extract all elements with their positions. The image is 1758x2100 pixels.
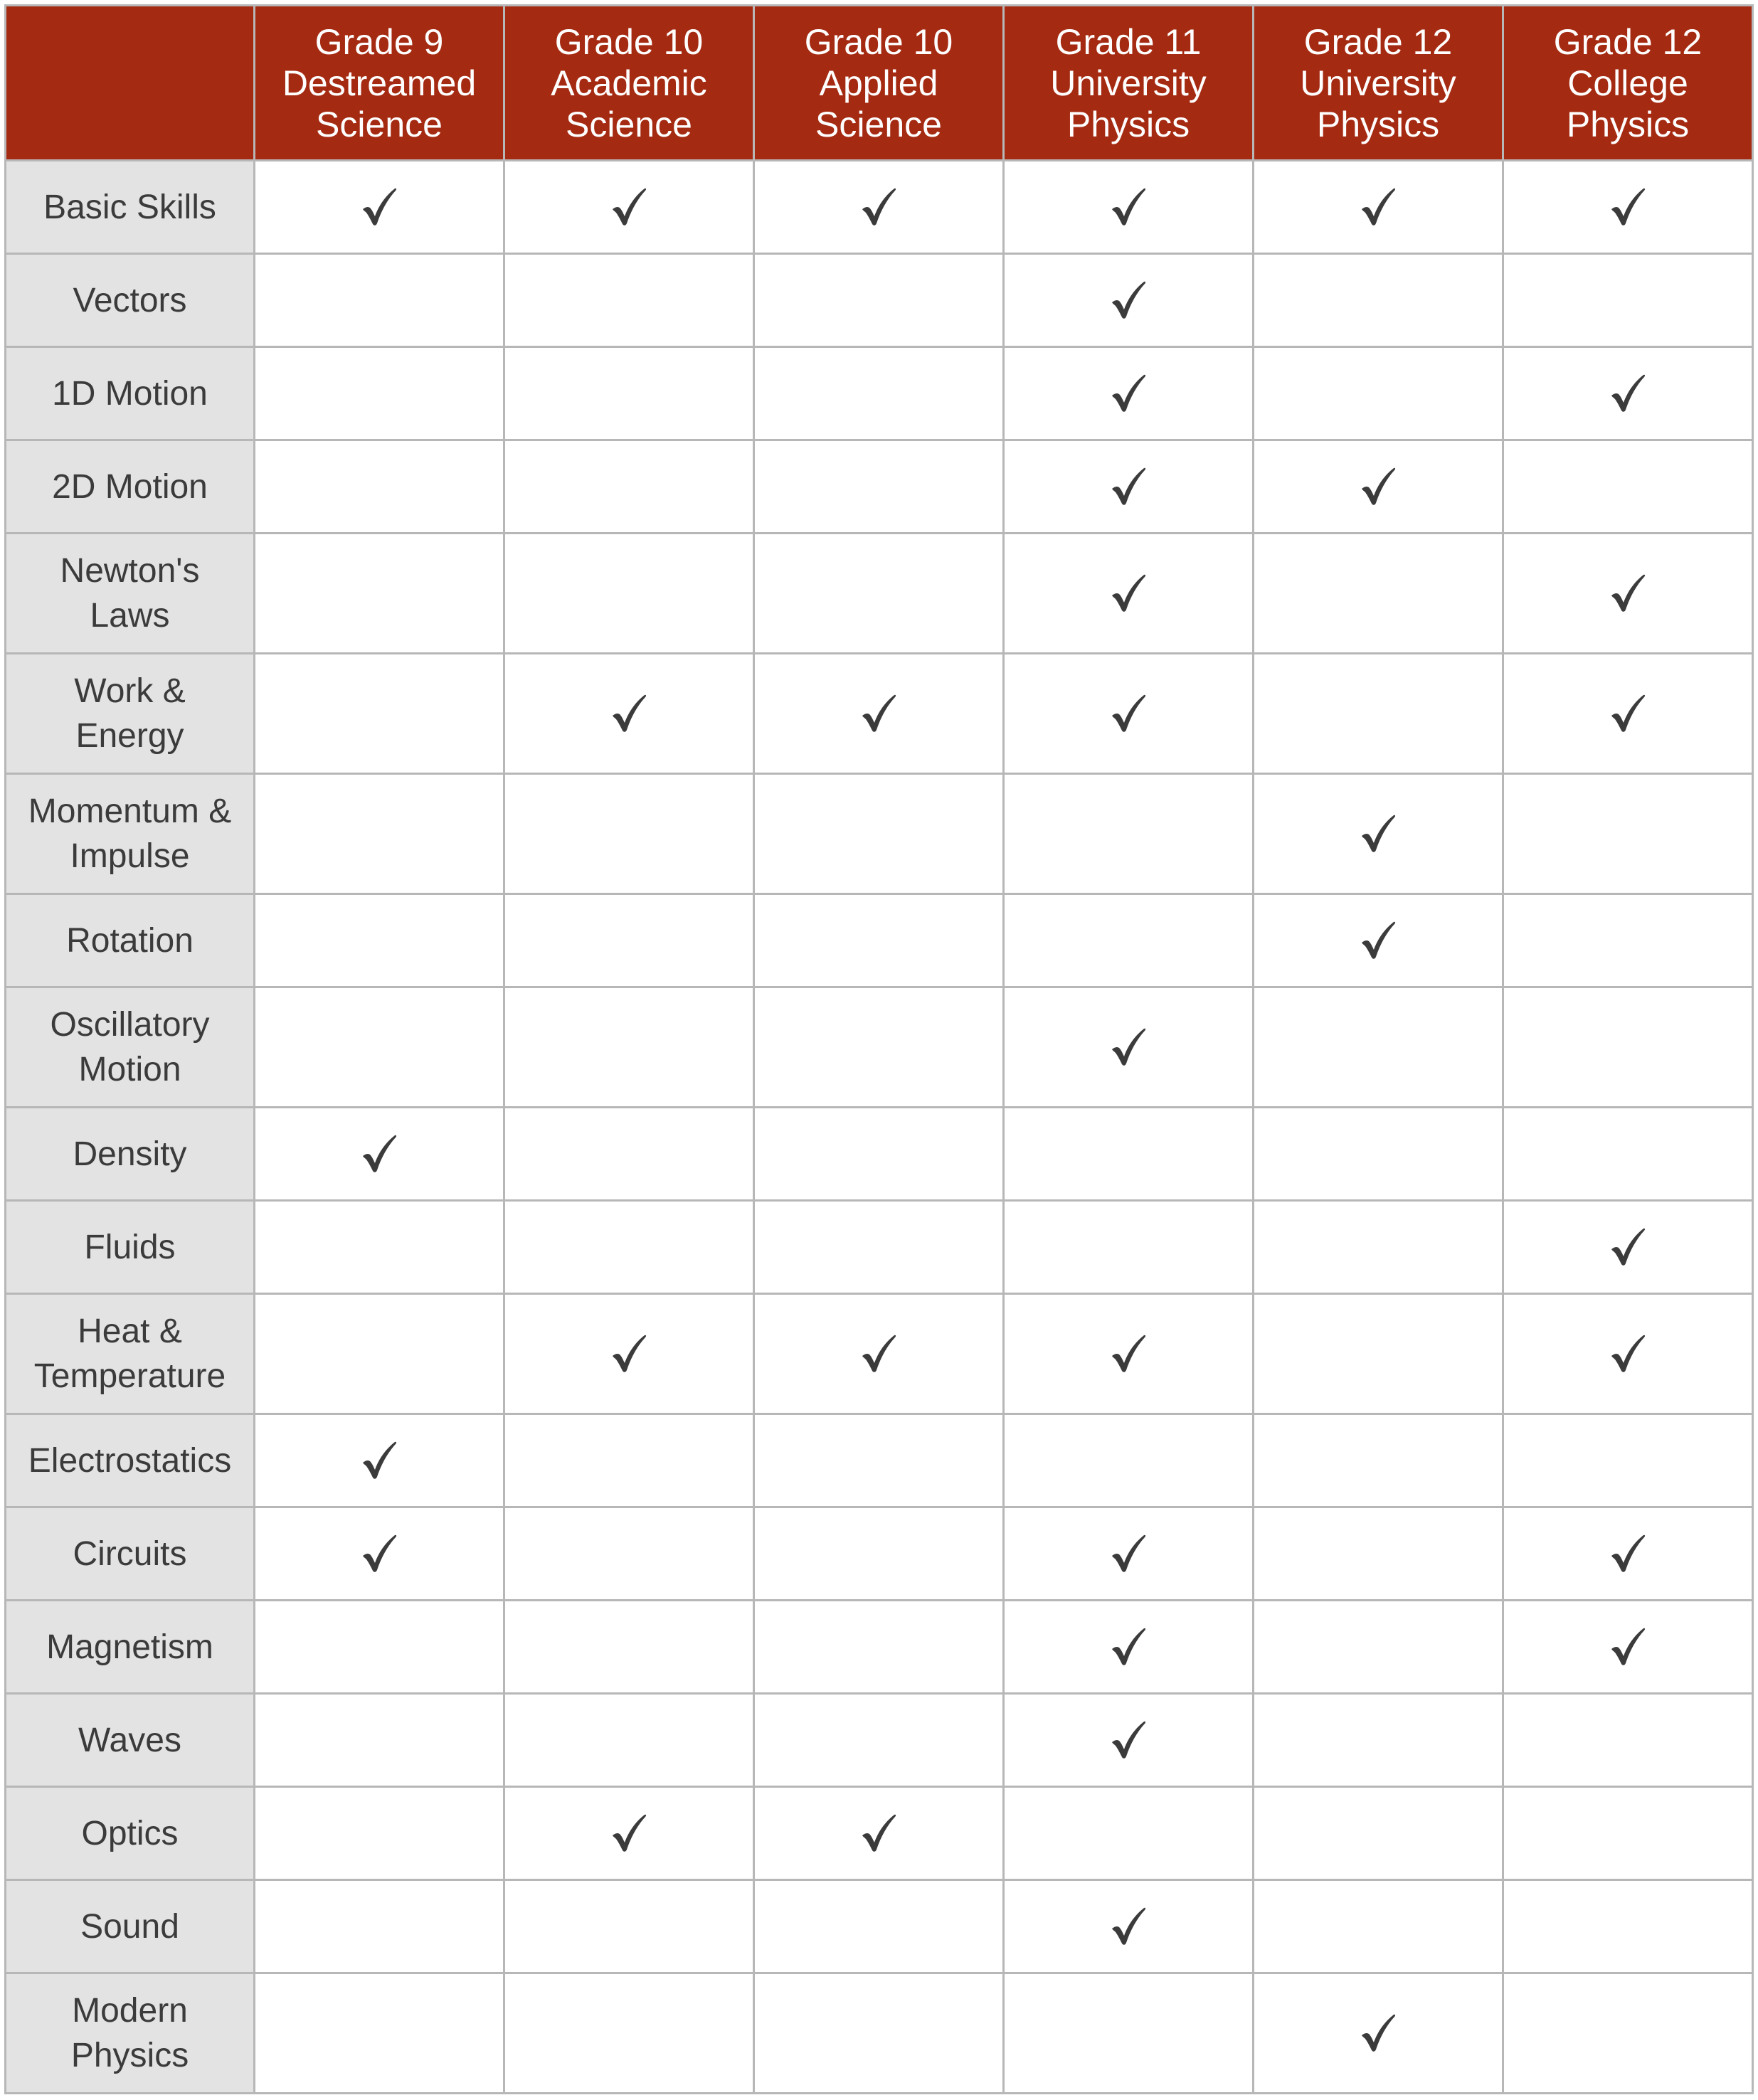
topic-label-line: Rotation: [66, 921, 194, 960]
mark-cell: [754, 534, 1004, 654]
topic-cell-density: [6, 1108, 255, 1201]
check-mark-icon: [1111, 281, 1146, 319]
check-mark-icon: [1610, 1228, 1646, 1266]
topic-cell-momentum-impulse: [6, 774, 255, 894]
topic-cell-electrostatics: [6, 1414, 255, 1507]
mark-cell: [1004, 1108, 1254, 1201]
mark-cell: [754, 347, 1004, 440]
mark-cell: [1503, 1694, 1753, 1787]
mark-cell: [1004, 654, 1254, 774]
mark-cell: [1503, 1507, 1753, 1601]
mark-cell: [1004, 254, 1254, 347]
mark-cell: [1254, 1294, 1503, 1414]
mark-cell: [1503, 1880, 1753, 1973]
check-mark-icon: [361, 1534, 397, 1573]
mark-cell: [1503, 1973, 1753, 2094]
table-row: [6, 1880, 1753, 1973]
mark-cell: [1254, 1201, 1503, 1294]
mark-cell: [1503, 440, 1753, 534]
mark-cell: [1004, 1201, 1254, 1294]
mark-cell: [504, 987, 754, 1108]
table-row: [6, 161, 1753, 254]
topic-label-line: Modern: [72, 1992, 188, 2030]
mark-cell: [504, 1414, 754, 1507]
mark-cell: [255, 1294, 504, 1414]
check-mark-icon: [1111, 1534, 1146, 1573]
mark-cell: [754, 1507, 1004, 1601]
topic-label-line: Motion: [78, 1051, 181, 1088]
course-header-line: Grade 10: [554, 21, 704, 62]
mark-cell: [1503, 1201, 1753, 1294]
mark-cell: [1254, 1108, 1503, 1201]
check-mark-icon: [1360, 921, 1396, 960]
course-header-line: Academic: [551, 63, 707, 103]
mark-cell: [1254, 440, 1503, 534]
check-mark-icon: [1610, 374, 1646, 413]
check-mark-icon: [1610, 1628, 1646, 1666]
mark-cell: [504, 1601, 754, 1694]
mark-cell: [1254, 254, 1503, 347]
mark-cell: [504, 1108, 754, 1201]
topic-label-line: Basic Skills: [43, 188, 216, 226]
mark-cell: [1503, 161, 1753, 254]
topic-label-line: Temperature: [33, 1357, 226, 1395]
check-mark-icon: [1111, 574, 1146, 612]
matrix-body: [6, 161, 1753, 2094]
table-row: [6, 1694, 1753, 1787]
course-header-line: Science: [566, 104, 692, 144]
mark-cell: [1254, 161, 1503, 254]
mark-cell: [1254, 347, 1503, 440]
mark-cell: [1004, 987, 1254, 1108]
course-header-grade-11-university-physics: [1004, 6, 1254, 161]
topic-label-line: Newton's: [60, 552, 200, 590]
mark-cell: [504, 347, 754, 440]
mark-cell: [255, 440, 504, 534]
mark-cell: [1254, 1507, 1503, 1601]
mark-cell: [1503, 254, 1753, 347]
mark-cell: [255, 534, 504, 654]
check-mark-icon: [861, 1335, 896, 1373]
mark-cell: [255, 894, 504, 987]
course-header-grade-12-college-physics: [1503, 6, 1753, 161]
topic-cell-optics: [6, 1787, 255, 1880]
mark-cell: [1503, 774, 1753, 894]
check-mark-icon: [1111, 1628, 1146, 1666]
topic-label-line: Electrostatics: [28, 1441, 232, 1480]
check-mark-icon: [1610, 574, 1646, 612]
topic-cell-sound: [6, 1880, 255, 1973]
course-header-line: Grade 10: [804, 21, 953, 62]
topic-cell-oscillatory-motion: [6, 987, 255, 1108]
mark-cell: [754, 161, 1004, 254]
table-row: [6, 254, 1753, 347]
mark-cell: [1503, 347, 1753, 440]
mark-cell: [255, 1414, 504, 1507]
table-row: [6, 1787, 1753, 1880]
check-mark-icon: [1111, 1335, 1146, 1373]
check-mark-icon: [1610, 694, 1646, 733]
check-mark-icon: [1610, 188, 1646, 226]
mark-cell: [754, 1108, 1004, 1201]
topic-label-line: Waves: [78, 1721, 181, 1759]
topic-cell-2d-motion: [6, 440, 255, 534]
mark-cell: [1004, 894, 1254, 987]
mark-cell: [1254, 1787, 1503, 1880]
mark-cell: [255, 1973, 504, 2094]
mark-cell: [754, 1294, 1004, 1414]
mark-cell: [504, 1201, 754, 1294]
mark-cell: [754, 1414, 1004, 1507]
course-header-line: Science: [815, 104, 942, 144]
topic-cell-1d-motion: [6, 347, 255, 440]
topic-cell-work-energy: [6, 654, 255, 774]
mark-cell: [754, 1787, 1004, 1880]
mark-cell: [1254, 1973, 1503, 2094]
topic-label-line: Optics: [81, 1814, 179, 1852]
table-row: [6, 654, 1753, 774]
check-mark-icon: [1360, 2014, 1396, 2052]
mark-cell: [1503, 1601, 1753, 1694]
mark-cell: [504, 1787, 754, 1880]
mark-cell: [1254, 1694, 1503, 1787]
mark-cell: [1254, 987, 1503, 1108]
mark-cell: [1503, 1414, 1753, 1507]
check-mark-icon: [611, 694, 647, 733]
mark-cell: [1004, 1973, 1254, 2094]
check-mark-icon: [361, 1135, 397, 1173]
mark-cell: [504, 254, 754, 347]
topic-cell-modern-physics: [6, 1973, 255, 2094]
mark-cell: [504, 894, 754, 987]
course-header-line: Applied: [819, 63, 938, 103]
table-row: [6, 1601, 1753, 1694]
topic-label-line: Laws: [90, 597, 170, 635]
topic-cell-newton-s-laws: [6, 534, 255, 654]
check-mark-icon: [1111, 188, 1146, 226]
check-mark-icon: [1610, 1534, 1646, 1573]
mark-cell: [1254, 1880, 1503, 1973]
course-header-line: Destreamed: [282, 63, 477, 103]
mark-cell: [504, 1694, 754, 1787]
mark-cell: [754, 1694, 1004, 1787]
topic-label-line: Physics: [70, 2037, 189, 2074]
topic-cell-fluids: [6, 1201, 255, 1294]
table-row: [6, 774, 1753, 894]
mark-cell: [255, 1108, 504, 1201]
mark-cell: [504, 1507, 754, 1601]
mark-cell: [1503, 1108, 1753, 1201]
mark-cell: [504, 654, 754, 774]
check-mark-icon: [1360, 467, 1396, 506]
mark-cell: [255, 1601, 504, 1694]
table-row: [6, 1973, 1753, 2094]
table-row: [6, 1108, 1753, 1201]
mark-cell: [1004, 1787, 1254, 1880]
topic-label-line: Work &: [74, 672, 186, 710]
mark-cell: [1503, 1294, 1753, 1414]
topic-label-line: Fluids: [84, 1228, 176, 1266]
mark-cell: [754, 254, 1004, 347]
check-mark-icon: [1111, 1721, 1146, 1759]
mark-cell: [1004, 347, 1254, 440]
topic-cell-heat-temperature: [6, 1294, 255, 1414]
check-mark-icon: [1111, 467, 1146, 506]
mark-cell: [1254, 894, 1503, 987]
mark-cell: [255, 774, 504, 894]
course-header-line: Grade 9: [314, 21, 444, 62]
course-header-line: University: [1300, 63, 1456, 103]
mark-cell: [255, 1880, 504, 1973]
course-header-line: Physics: [1316, 104, 1440, 144]
topic-cell-waves: [6, 1694, 255, 1787]
mark-cell: [754, 1880, 1004, 1973]
mark-cell: [504, 774, 754, 894]
mark-cell: [754, 440, 1004, 534]
course-header-line: University: [1050, 63, 1207, 103]
check-mark-icon: [1111, 694, 1146, 733]
course-header-grade-10-academic-science: [504, 6, 754, 161]
check-mark-icon: [361, 188, 397, 226]
topic-cell-basic-skills: [6, 161, 255, 254]
table-row: [6, 347, 1753, 440]
mark-cell: [255, 987, 504, 1108]
mark-cell: [1503, 534, 1753, 654]
check-mark-icon: [611, 1814, 647, 1852]
header-row: [6, 6, 1753, 161]
mark-cell: [1004, 1294, 1254, 1414]
check-mark-icon: [1111, 1907, 1146, 1946]
mark-cell: [504, 161, 754, 254]
mark-cell: [255, 1507, 504, 1601]
mark-cell: [504, 1973, 754, 2094]
mark-cell: [255, 1787, 504, 1880]
mark-cell: [255, 347, 504, 440]
check-mark-icon: [861, 188, 896, 226]
mark-cell: [754, 774, 1004, 894]
mark-cell: [754, 987, 1004, 1108]
mark-cell: [1004, 1880, 1254, 1973]
topic-label-line: 2D Motion: [52, 467, 208, 506]
mark-cell: [1254, 1414, 1503, 1507]
mark-cell: [1004, 1507, 1254, 1601]
mark-cell: [1254, 534, 1503, 654]
course-header-line: College: [1567, 63, 1688, 103]
table-row: [6, 440, 1753, 534]
topic-cell-magnetism: [6, 1601, 255, 1694]
mark-cell: [255, 1694, 504, 1787]
mark-cell: [1004, 1414, 1254, 1507]
mark-cell: [1503, 894, 1753, 987]
check-mark-icon: [1360, 815, 1396, 853]
table-row: [6, 1201, 1753, 1294]
check-mark-icon: [861, 1814, 896, 1852]
mark-cell: [754, 1973, 1004, 2094]
corner-cell: [6, 6, 255, 161]
topic-label-line: Magnetism: [46, 1628, 213, 1666]
table-row: [6, 1414, 1753, 1507]
check-mark-icon: [611, 188, 647, 226]
check-mark-icon: [1610, 1335, 1646, 1373]
mark-cell: [1004, 1694, 1254, 1787]
mark-cell: [1503, 654, 1753, 774]
table-row: [6, 534, 1753, 654]
check-mark-icon: [361, 1441, 397, 1480]
course-header-grade-9-destreamed-science: [255, 6, 504, 161]
mark-cell: [255, 161, 504, 254]
course-header-line: Grade 11: [1055, 21, 1202, 62]
check-mark-icon: [611, 1335, 647, 1373]
topic-label-line: Impulse: [70, 837, 190, 875]
mark-cell: [255, 1201, 504, 1294]
topic-label-line: Oscillatory: [50, 1006, 210, 1044]
mark-cell: [754, 1201, 1004, 1294]
mark-cell: [1254, 654, 1503, 774]
check-mark-icon: [1111, 1028, 1146, 1066]
mark-cell: [1004, 534, 1254, 654]
mark-cell: [504, 534, 754, 654]
mark-cell: [255, 654, 504, 774]
mark-cell: [504, 1294, 754, 1414]
topic-label-line: 1D Motion: [52, 374, 208, 413]
mark-cell: [504, 1880, 754, 1973]
topic-label-line: Vectors: [73, 281, 187, 319]
mark-cell: [754, 894, 1004, 987]
check-mark-icon: [861, 694, 896, 733]
table-row: [6, 1294, 1753, 1414]
check-mark-icon: [1111, 374, 1146, 413]
topic-cell-vectors: [6, 254, 255, 347]
mark-cell: [1503, 1787, 1753, 1880]
topic-cell-rotation: [6, 894, 255, 987]
topic-label-line: Density: [73, 1135, 187, 1173]
topic-label-line: Heat &: [78, 1312, 182, 1350]
mark-cell: [1254, 1601, 1503, 1694]
course-topic-matrix: [4, 4, 1754, 2094]
mark-cell: [1503, 987, 1753, 1108]
mark-cell: [255, 254, 504, 347]
mark-cell: [1004, 161, 1254, 254]
course-header-grade-10-applied-science: [754, 6, 1004, 161]
table-row: [6, 894, 1753, 987]
mark-cell: [754, 654, 1004, 774]
topic-cell-circuits: [6, 1507, 255, 1601]
table-row: [6, 987, 1753, 1108]
course-header-line: Physics: [1566, 104, 1690, 144]
topic-label-line: Circuits: [73, 1534, 187, 1573]
mark-cell: [504, 440, 754, 534]
mark-cell: [1004, 1601, 1254, 1694]
mark-cell: [754, 1601, 1004, 1694]
topic-label-line: Energy: [75, 717, 184, 755]
course-header-line: Science: [316, 104, 443, 144]
mark-cell: [1004, 440, 1254, 534]
course-header-line: Grade 12: [1553, 21, 1703, 62]
topic-label-line: Momentum &: [28, 792, 232, 830]
mark-cell: [1254, 774, 1503, 894]
topic-label-line: Sound: [80, 1907, 179, 1946]
course-header-grade-12-university-physics: [1254, 6, 1503, 161]
table-row: [6, 1507, 1753, 1601]
course-header-line: Grade 12: [1303, 21, 1453, 62]
mark-cell: [1004, 774, 1254, 894]
course-header-line: Physics: [1066, 104, 1190, 144]
check-mark-icon: [1360, 188, 1396, 226]
